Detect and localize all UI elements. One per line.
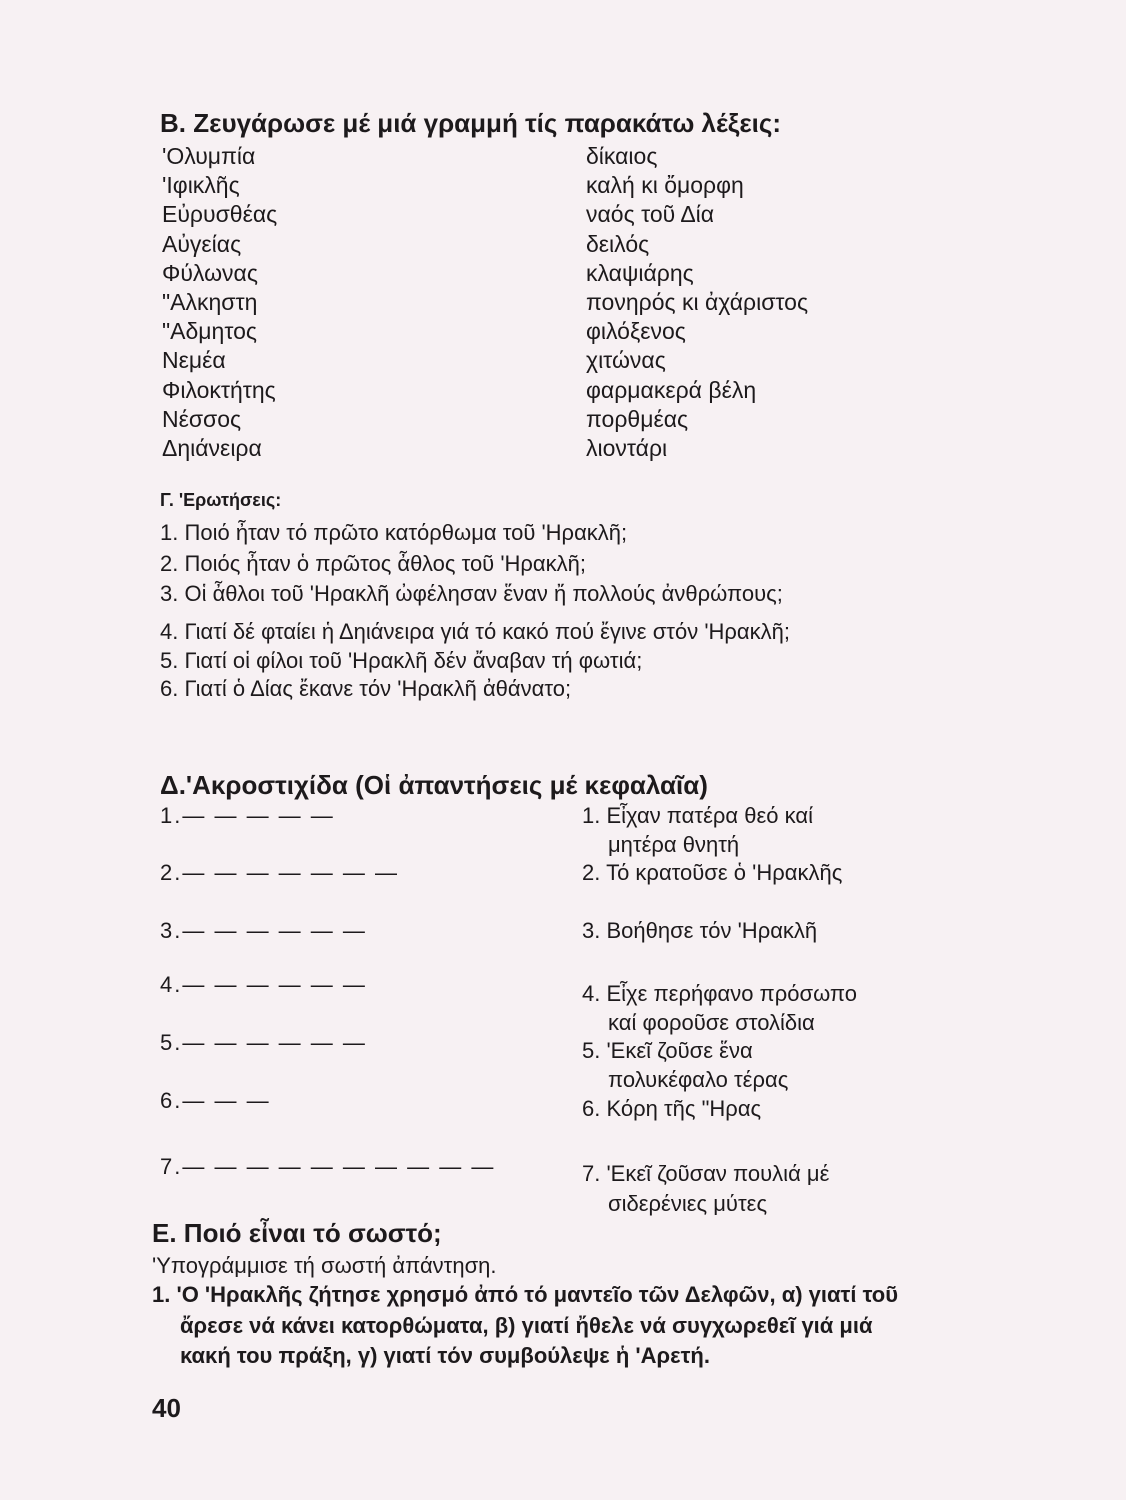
matching-right-item: δίκαιος [586,143,658,169]
matching-right-column [586,142,808,463]
section-e-heading: Ε. Ποιό εἶναι τό σωστό; [152,1218,442,1248]
matching-left-item: Φύλωνας [162,259,258,286]
section-e-line: ἄρεσε νά κάνει κατορθώματα, β) γιατί ἤθελε νά συγχωρεθεῖ γιά μιά [180,1313,873,1338]
matching-right-item: ναός τοῦ Δία [586,201,715,228]
question-item: 4. Γιατί δέ φταίει ἡ Δηιάνειρα γιά τό κακό πού ἔγινε στόν 'Ηρακλῆ; [160,619,790,644]
acrostic-clue: 6. Κόρη τῆς "Ηρας [582,1096,762,1121]
acrostic-blank: 7.— — — — — — — — — — [160,1154,496,1179]
question-item: 1. Ποιό ἦταν τό πρῶτο κατόρθωμα τοῦ 'Ηρακλῆ; [160,520,628,545]
acrostic-clue: πολυκέφαλο τέρας [608,1067,789,1092]
matching-left-item: Νεμέα [162,347,226,374]
question-item: 5. Γιατί οἱ φίλοι τοῦ 'Ηρακλῆ δέν ἄναβαν τή φωτιά; [160,648,643,673]
matching-left-item: "Αλκηστη [162,288,258,315]
matching-left-item: 'Ιφικλῆς [162,172,240,199]
matching-left-item: Εὐρυσθέας [162,201,278,228]
acrostic-blank: 3.— — — — — — [160,918,367,943]
matching-left-item: Αὐγείας [162,230,242,257]
section-b-heading: Β. Ζευγάρωσε μέ μιά γραμμή τίς παρακάτω λέξεις: [160,108,782,138]
matching-right-item: φαρμακερά βέλη [586,376,757,403]
acrostic-clue: 5. 'Εκεῖ ζοῦσε ἕνα [582,1038,753,1063]
acrostic-clue: καί φοροῦσε στολίδια [608,1010,815,1035]
matching-right-item: φιλόξενος [586,318,686,345]
acrostic-blank: 6.— — — [160,1088,271,1113]
matching-right-item: δειλός [586,230,650,257]
acrostic-clue: μητέρα θνητή [608,832,740,857]
acrostic-clue: 1. Εἶχαν πατέρα θεό καί [582,803,813,828]
acrostic-blank: 1.— — — — — [160,803,335,828]
matching-right-item: καλή κι ὄμορφη [586,172,744,199]
acrostic-clue: σιδερένιες μύτες [608,1191,768,1216]
matching-left-item: 'Ολυμπία [162,143,256,169]
matching-right-item: πονηρός κι ἀχάριστος [586,288,809,315]
section-e-line: κακή του πράξη, γ) γιατί τόν συμβούλεψε ἡ 'Αρετή. [180,1343,710,1368]
matching-right-item: κλαψιάρης [586,259,694,286]
matching-left-item: Φιλοκτήτης [162,376,276,403]
acrostic-blank: 2.— — — — — — — [160,860,400,885]
acrostic-clue: 2. Τό κρατοῦσε ὁ 'Ηρακλῆς [582,860,843,885]
matching-left-column [162,142,277,463]
question-item: 6. Γιατί ὁ Δίας ἔκανε τόν 'Ηρακλῆ ἀθάνατο; [160,676,572,701]
matching-left-item: Δηιάνειρα [162,434,262,461]
matching-left-item: "Αδμητος [162,318,257,345]
matching-left-item: Νέσσος [162,405,242,432]
section-c-heading: Γ. 'Ερωτήσεις: [160,490,282,510]
acrostic-blank: 5.— — — — — — [160,1030,367,1055]
question-item: 2. Ποιός ἦταν ὁ πρῶτος ἆθλος τοῦ 'Ηρακλῆ; [160,551,586,576]
acrostic-blank: 4.— — — — — — [160,972,367,997]
matching-right-item: χιτώνας [586,347,666,374]
section-d-heading: Δ.'Ακροστιχίδα (Οἱ ἀπαντήσεις μέ κεφαλαῖα) [160,770,708,800]
acrostic-clue: 4. Εἶχε περήφανο πρόσωπο [582,981,858,1006]
section-e-line: 1. 'Ο 'Ηρακλῆς ζήτησε χρησμό ἀπό τό μαντεῖο τῶν Δελφῶν, α) γιατί τοῦ [152,1282,899,1307]
question-item: 3. Οἱ ἆθλοι τοῦ 'Ηρακλῆ ὠφέλησαν ἕναν ἤ πολλούς ἀνθρώπους; [160,581,783,606]
acrostic-clue: 3. Βοήθησε τόν 'Ηρακλῆ [582,918,818,943]
page-number: 40 [152,1393,181,1423]
matching-right-item: λιοντάρι [586,434,668,461]
acrostic-clue: 7. 'Εκεῖ ζοῦσαν πουλιά μέ [582,1161,830,1186]
section-e-instruction: 'Υπογράμμισε τή σωστή ἀπάντηση. [152,1253,497,1278]
matching-right-item: πορθμέας [586,405,689,432]
